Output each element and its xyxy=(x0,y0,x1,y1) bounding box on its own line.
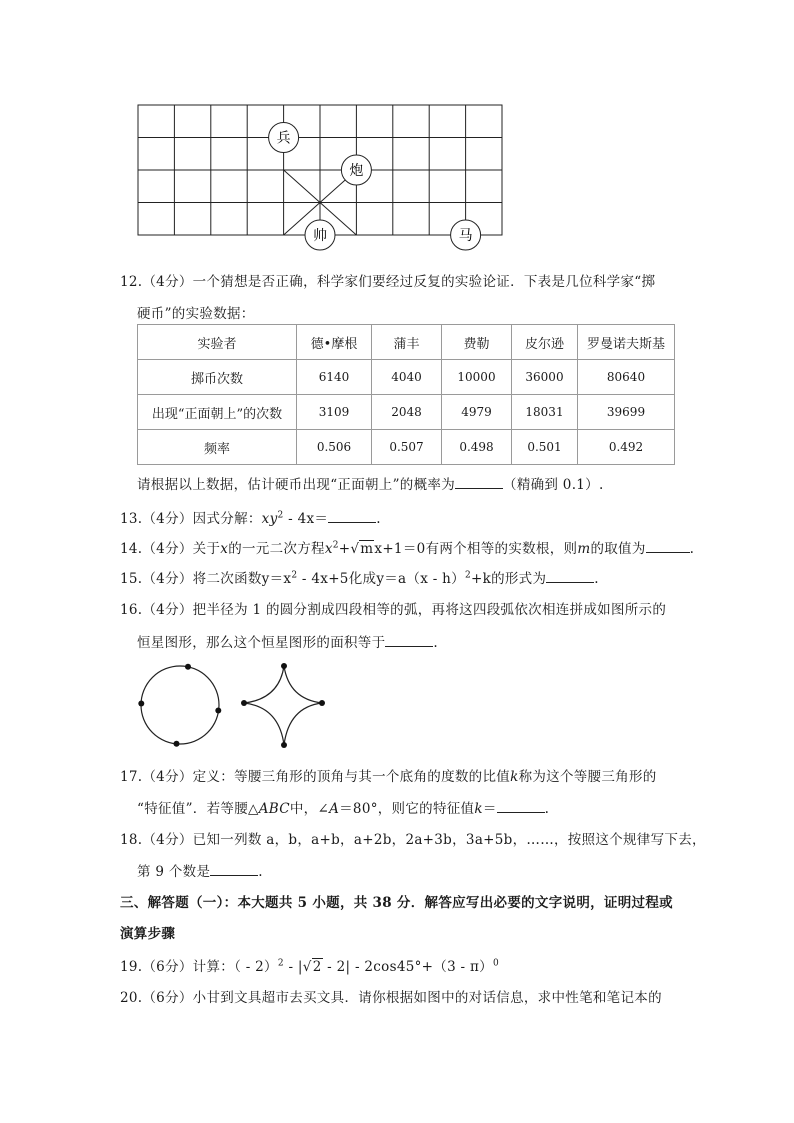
q20: 20.（6分）小甘到文具超市去买文具．请你根据如图中的对话信息，求中性笔和笔记本的 xyxy=(120,990,662,1006)
table-row xyxy=(138,395,675,430)
q12-line1: 12.（4分）一个猜想是否正确，科学家们要经过反复的实验论证．下表是几位科学家“掷 xyxy=(120,274,656,290)
table-cell: 6140 xyxy=(297,360,372,395)
table-row xyxy=(138,430,675,465)
q17-line2: “特征值”．若等腰△ABC中，∠A＝80°，则它的特征值k＝ . xyxy=(137,801,550,817)
star-figure xyxy=(232,655,332,755)
chess-board-figure xyxy=(120,95,520,255)
table-cell: 0.507 xyxy=(372,430,442,465)
table-header-cell: 德•摩根 xyxy=(297,325,372,360)
chess-piece-pao xyxy=(341,155,371,185)
table-cell: 4979 xyxy=(442,395,512,430)
answer-blank[interactable] xyxy=(385,634,433,647)
answer-blank[interactable] xyxy=(646,540,690,553)
table-cell: 18031 xyxy=(512,395,578,430)
circle-figure xyxy=(130,655,230,755)
q14: 14.（4分）关于x的一元二次方程$x^2+√mx+1=0$有两个相等的实数根，则m的取值为 . xyxy=(120,540,695,557)
table-header-cell: 费勒 xyxy=(442,325,512,360)
table-header-cell: 实验者 xyxy=(138,325,297,360)
q16-line1: 16.（4分）把半径为 1 的圆分割成四段相等的弧，再将这四段弧依次相连拼成如图所示的 xyxy=(120,602,667,618)
q19: 19.（6分）计算：（ - 2）$^2$ - |√2 - 2| - 2cos45°+（3 - π）$^0$ xyxy=(120,958,500,975)
table-cell: 掷币次数 xyxy=(138,360,297,395)
table-cell: 0.501 xyxy=(512,430,578,465)
table-cell: 2048 xyxy=(372,395,442,430)
chess-piece-bing-label: 兵 xyxy=(276,130,291,147)
q18-line1: 18.（4分）已知一列数 a，b，a+b，a+2b，2a+3b，3a+5b，……，按照这个规律写下去， xyxy=(120,832,706,848)
table-header-cell: 皮尔逊 xyxy=(512,325,578,360)
chess-piece-shuai xyxy=(305,220,335,250)
table-header-row xyxy=(138,325,675,360)
table-cell: 出现“正面朝上”的次数 xyxy=(138,395,297,430)
chess-piece-ma-label: 马 xyxy=(458,228,473,244)
answer-blank[interactable] xyxy=(210,863,258,876)
answer-blank[interactable] xyxy=(328,510,376,523)
answer-blank[interactable] xyxy=(455,476,503,489)
section-3-heading: 三、解答题（一）：本大题共 5 小题，共 38 分．解答应写出必要的文字说明，证明过程或 xyxy=(120,895,673,911)
table-cell: 0.498 xyxy=(442,430,512,465)
table-row xyxy=(138,360,675,395)
q17-line1: 17.（4分）定义：等腰三角形的顶角与其一个底角的度数的比值k称为这个等腰三角形的 xyxy=(120,769,657,785)
q18-line2: 第 9 个数是 . xyxy=(137,864,263,880)
table-cell: 频率 xyxy=(138,430,297,465)
table-cell: 36000 xyxy=(512,360,578,395)
table-cell: 0.506 xyxy=(297,430,372,465)
table-header-cell: 蒲丰 xyxy=(372,325,442,360)
q12-line2: 硬币”的实验数据： xyxy=(137,306,255,322)
table-header-cell: 罗曼诺夫斯基 xyxy=(578,325,675,360)
table-cell: 80640 xyxy=(578,360,675,395)
table-cell: 10000 xyxy=(442,360,512,395)
q12-answer-line: 请根据以上数据，估计硬币出现“正面朝上”的概率为 （精确到 0.1）. xyxy=(137,477,604,493)
table-cell: 39699 xyxy=(578,395,675,430)
table-cell: 0.492 xyxy=(578,430,675,465)
section-3-heading-cont: 演算步骤 xyxy=(120,926,176,942)
table-cell: 4040 xyxy=(372,360,442,395)
answer-blank[interactable] xyxy=(497,800,545,813)
q16-line2: 恒星图形，那么这个恒星图形的面积等于 . xyxy=(137,635,438,651)
chess-piece-ma xyxy=(451,220,481,250)
chess-piece-pao-label: 炮 xyxy=(349,163,364,179)
table-cell: 3109 xyxy=(297,395,372,430)
chess-piece-bing xyxy=(269,123,299,153)
q15: 15.（4分）将二次函数$y=x^2 - 4x+5$化成y＝a（x - h）$^2$+k的形式为 . xyxy=(120,570,599,587)
coin-toss-table xyxy=(137,324,675,465)
answer-blank[interactable] xyxy=(546,570,594,583)
chess-piece-shuai-label: 帅 xyxy=(313,228,327,244)
q13: 13.（4分）因式分解：$xy^2 - 4x=$ . xyxy=(120,510,381,527)
